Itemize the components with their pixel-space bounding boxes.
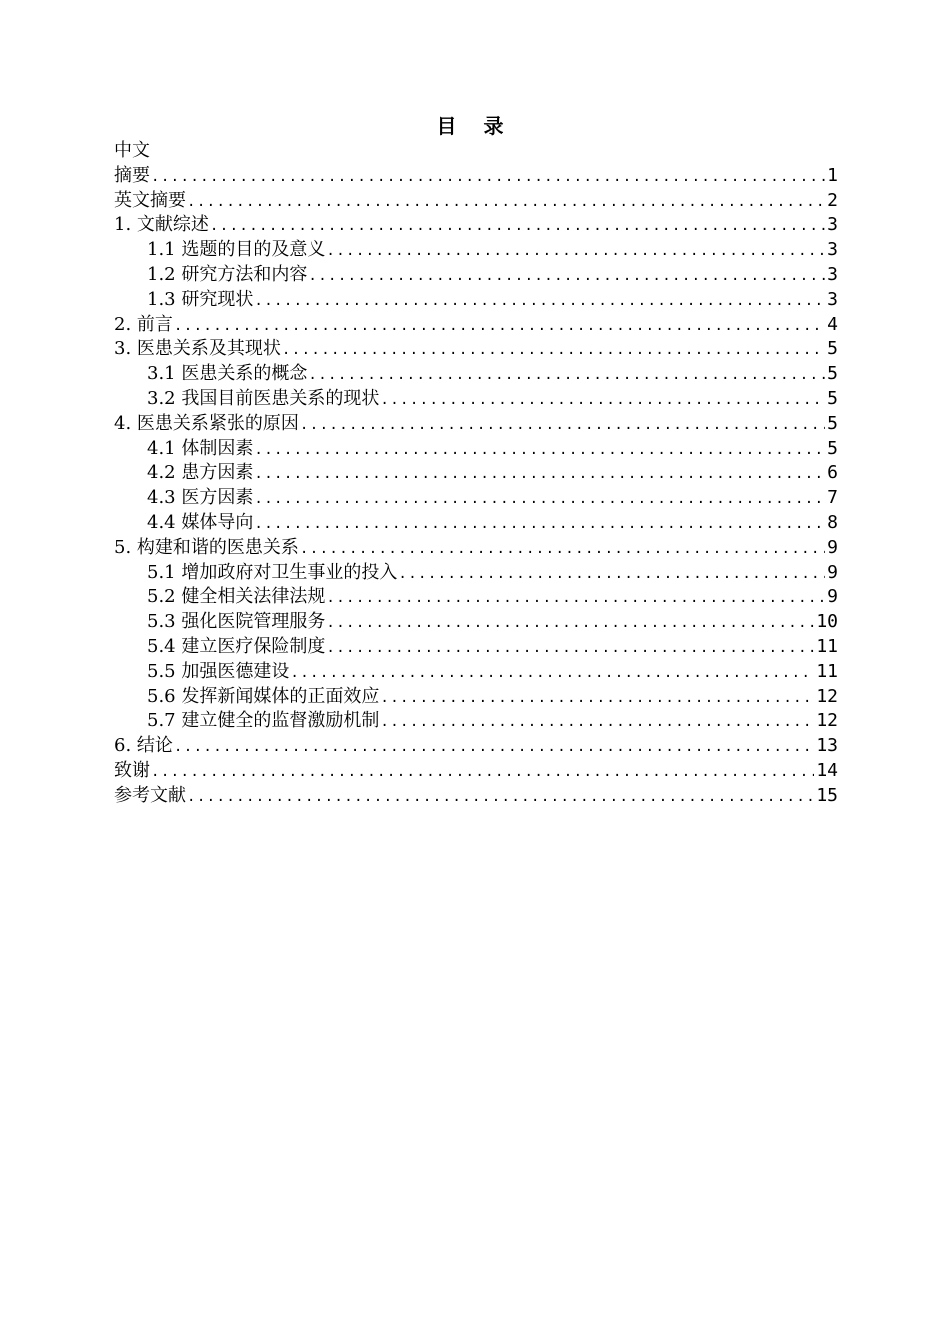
toc-entry-label: 2. 前言 — [114, 313, 173, 335]
toc-entry-label: 5.5 加强医德建设 — [147, 660, 290, 682]
toc-entry[interactable] — [114, 189, 838, 214]
toc-dot-leader — [254, 438, 825, 463]
toc-entry-page-number: 5 — [827, 412, 838, 434]
toc-entry-label: 4.1 体制因素 — [147, 437, 254, 459]
toc-entry-label: 5.4 建立医疗保险制度 — [147, 635, 326, 657]
toc-entry-label: 英文摘要 — [114, 189, 186, 211]
toc-entry-label: 3.1 医患关系的概念 — [147, 363, 308, 385]
toc-entry-page-number: 2 — [827, 189, 838, 211]
toc-dot-leader — [254, 512, 825, 537]
toc-dot-leader — [326, 611, 814, 636]
toc-entry[interactable] — [114, 610, 838, 635]
toc-dot-leader — [398, 562, 825, 587]
toc-dot-leader — [187, 190, 825, 215]
toc-entry[interactable] — [114, 461, 838, 486]
toc-entry-page-number: 9 — [827, 586, 838, 608]
toc-entry[interactable] — [114, 412, 838, 437]
toc-entry-label: 4. 医患关系紧张的原因 — [114, 412, 299, 434]
toc-entry-label: 4.3 医方因素 — [147, 487, 254, 509]
toc-entry-page-number: 5 — [827, 338, 838, 360]
toc-entry[interactable] — [114, 337, 838, 362]
toc-dot-leader — [254, 487, 825, 512]
toc-entry[interactable] — [114, 660, 838, 685]
toc-entry-page-number: 7 — [827, 487, 838, 509]
toc-entry-label: 1. 文献综述 — [114, 214, 209, 236]
toc-entry[interactable] — [114, 263, 838, 288]
toc-dot-leader — [254, 462, 825, 487]
toc-entry[interactable] — [114, 561, 838, 586]
toc-entry-label: 3. 医患关系及其现状 — [114, 338, 281, 360]
toc-dot-leader — [210, 214, 825, 239]
toc-entry[interactable] — [114, 288, 838, 313]
toc-dot-leader — [326, 586, 825, 611]
toc-entry-label: 4.2 患方因素 — [147, 462, 254, 484]
toc-entry-page-number: 9 — [827, 536, 838, 558]
toc-entry[interactable] — [114, 585, 838, 610]
toc-entry-page-number: 12 — [816, 710, 838, 732]
toc-entry[interactable] — [114, 213, 838, 238]
toc-entry-page-number: 3 — [827, 263, 838, 285]
toc-title: 目 录 — [436, 114, 514, 138]
toc-entry[interactable] — [114, 486, 838, 511]
toc-dot-leader — [380, 710, 814, 735]
toc-entry[interactable] — [114, 511, 838, 536]
toc-entry-label: 参考文献 — [114, 784, 186, 806]
toc-entry[interactable] — [114, 536, 838, 561]
toc-dot-leader — [282, 338, 825, 363]
toc-dot-leader — [308, 363, 825, 388]
toc-prefix-line: 中文 — [114, 140, 150, 161]
toc-entry-page-number: 8 — [827, 511, 838, 533]
toc-entry[interactable] — [114, 238, 838, 263]
toc-dot-leader — [151, 165, 825, 190]
toc-dot-leader — [151, 760, 814, 785]
toc-dot-leader — [254, 289, 825, 314]
toc-dot-leader — [326, 239, 825, 264]
toc-entry[interactable] — [114, 734, 838, 759]
toc-entry-page-number: 9 — [827, 561, 838, 583]
toc-entry-page-number: 15 — [816, 784, 838, 806]
toc-entry-label: 1.1 选题的目的及意义 — [147, 239, 326, 261]
table-of-contents — [114, 139, 838, 809]
toc-entry-label: 6. 结论 — [114, 735, 173, 757]
toc-entry-label: 1.2 研究方法和内容 — [147, 263, 308, 285]
toc-entry-label: 5.2 健全相关法律法规 — [147, 586, 326, 608]
toc-entry-page-number: 5 — [827, 437, 838, 459]
toc-entry[interactable] — [114, 635, 838, 660]
toc-dot-leader — [174, 314, 825, 339]
toc-entry-label: 5.1 增加政府对卫生事业的投入 — [147, 561, 398, 583]
toc-entry[interactable] — [114, 164, 838, 189]
toc-entry[interactable] — [114, 387, 838, 412]
toc-entry-page-number: 3 — [827, 214, 838, 236]
toc-entry[interactable] — [114, 784, 838, 809]
toc-dot-leader — [300, 537, 825, 562]
toc-entry-page-number: 14 — [816, 759, 838, 781]
toc-dot-leader — [187, 785, 814, 810]
toc-entry-label: 摘要 — [114, 164, 150, 186]
toc-dot-leader — [308, 264, 825, 289]
toc-entry-label: 4.4 媒体导向 — [147, 511, 254, 533]
toc-entry-page-number: 11 — [816, 635, 838, 657]
toc-entry-label: 3.2 我国目前医患关系的现状 — [147, 387, 380, 409]
toc-entry-page-number: 5 — [827, 387, 838, 409]
toc-entry[interactable] — [114, 709, 838, 734]
toc-entry[interactable] — [114, 437, 838, 462]
toc-entry[interactable] — [114, 759, 838, 784]
toc-entry-label: 5.3 强化医院管理服务 — [147, 611, 326, 633]
toc-entry[interactable] — [114, 685, 838, 710]
toc-entry-page-number: 5 — [827, 363, 838, 385]
toc-dot-leader — [174, 735, 814, 760]
toc-dot-leader — [326, 636, 814, 661]
toc-dot-leader — [380, 388, 825, 413]
toc-entry-label: 5. 构建和谐的医患关系 — [114, 536, 299, 558]
toc-dot-leader — [290, 661, 814, 686]
toc-entry-label: 5.6 发挥新闻媒体的正面效应 — [147, 685, 380, 707]
toc-entry[interactable] — [114, 362, 838, 387]
toc-entry-label: 致谢 — [114, 759, 150, 781]
toc-entry-page-number: 12 — [816, 685, 838, 707]
toc-entry-page-number: 11 — [816, 660, 838, 682]
toc-entry-page-number: 3 — [827, 239, 838, 261]
toc-entry-label: 1.3 研究现状 — [147, 288, 254, 310]
toc-dot-leader — [300, 413, 825, 438]
toc-entry-page-number: 1 — [827, 164, 838, 186]
toc-dot-leader — [380, 686, 814, 711]
toc-entries — [114, 164, 838, 809]
toc-entry-page-number: 4 — [827, 313, 838, 335]
toc-entry-page-number: 6 — [827, 462, 838, 484]
toc-entry-page-number: 13 — [816, 735, 838, 757]
toc-entry-page-number: 3 — [827, 288, 838, 310]
toc-entry-label: 5.7 建立健全的监督激励机制 — [147, 710, 380, 732]
toc-entry[interactable] — [114, 313, 838, 338]
toc-entry-page-number: 10 — [816, 611, 838, 633]
